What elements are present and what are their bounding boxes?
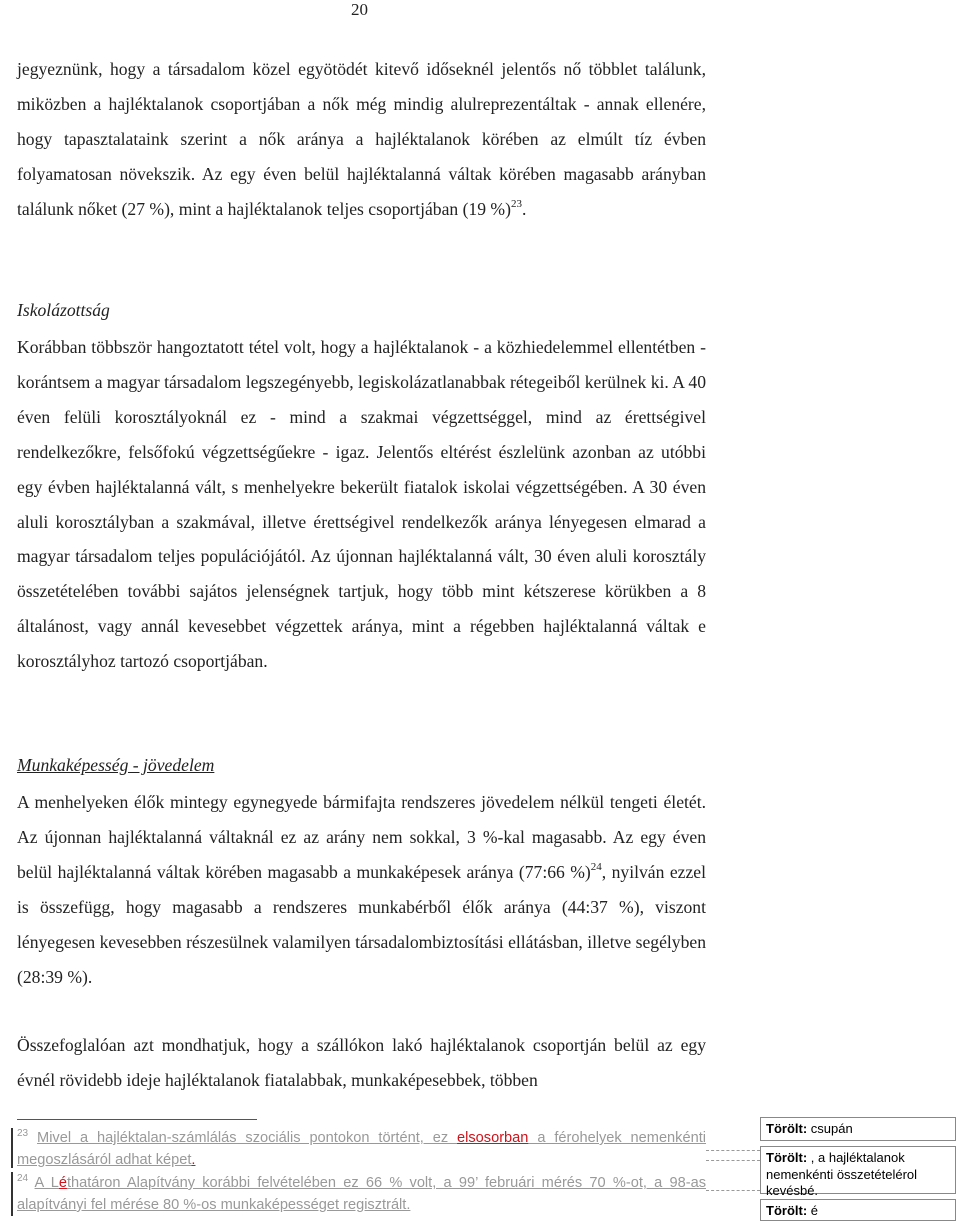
deletion-comment-balloon[interactable] <box>760 1146 956 1198</box>
paragraph-work-income <box>17 785 706 994</box>
footnote-24-text-2: thatáron Alapítvány korábbi felvételében ez 66 % volt, a 99’ februári mérés 70 %-ot, a 98-as alapítványi fel mérése 80 %-os munkaképességet regisztrált. <box>17 1175 706 1213</box>
footnote-ref-24[interactable]: 24 <box>590 860 602 873</box>
comment-label: Törölt: <box>766 1121 808 1136</box>
paragraph-summary: Összefoglalóan azt mondhatjuk, hogy a szállókon lakó hajléktalanok csoportján belül az egy évnél rövidebb ideje hajléktalanok fiatalabbak, munkaképesebbek, többen <box>17 1035 706 1090</box>
footnote-24-inserted-text[interactable]: é <box>58 1175 67 1191</box>
footnote-23-text-2: a férohelyek nemenkénti megoszlásáról adhat képet <box>17 1130 707 1168</box>
comment-text: csupán <box>807 1121 853 1136</box>
footnote-separator <box>17 1119 257 1120</box>
footnote-23-number: 23 <box>17 1128 29 1139</box>
page-number: 20 <box>351 0 368 19</box>
footnote-ref-23[interactable]: 23 <box>510 197 522 210</box>
paragraph-intro-end: . <box>521 198 527 219</box>
footnote-23 <box>17 1127 706 1171</box>
footnote-24-text-1: A L <box>34 1175 59 1191</box>
comment-label: Törölt: <box>766 1203 808 1218</box>
deletion-comment-balloon[interactable] <box>760 1199 956 1221</box>
change-bar <box>11 1172 13 1216</box>
comment-connector <box>706 1150 760 1151</box>
footnote-24 <box>17 1172 706 1216</box>
footnote-23-inserted-end[interactable]: . <box>191 1152 196 1168</box>
comment-text: é <box>807 1203 818 1218</box>
comment-text: , a hajléktalanok nemenkénti összetételérol kevésbé. <box>766 1150 918 1198</box>
paragraph-work-text-1: A menhelyeken élők mintegy egynegyede bármifajta rendszeres jövedelem nélkül tengeti életét. Az újonnan hajléktalanná váltaknál ez az arány nem sokkal, 3 %-kal magasabb. Az egy éven belül hajléktalanná váltak körében magasabb a munkaképesek aránya (77:66 %) <box>17 792 706 882</box>
paragraph-work-text-2: , nyilván ezzel is összefügg, hogy magasabb a rendszeres munkabérből élők aránya (44:37 %), viszont lényegesen kevesebben részesülnek valamilyen társadalombiztosítási ellátásban, illetve segélyben (28:39 %). <box>17 861 706 987</box>
footnote-23-text-1: Mivel a hajléktalan-számlálás szociális pontokon történt, ez <box>37 1130 458 1146</box>
comment-label: Törölt: <box>766 1150 808 1165</box>
deletion-comment-balloon[interactable] <box>760 1117 956 1141</box>
footnote-23-inserted-text[interactable]: elsosorban <box>457 1130 529 1146</box>
change-bar <box>11 1128 13 1168</box>
paragraph-intro-text: jegyeznünk, hogy a társadalom közel egyötödét kitevő időseknél jelentős nő többlet találunk, miközben a hajléktalanok csoportjában a nők még mindig alulreprezentáltak - annak ellenére, hogy tapasztalataink szerint a nők aránya a hajléktalanok körében az elmúlt tíz évben folyamatosan növekszik. Az egy éven belül hajléktalanná váltak körében magasabb arányban találunk nőket (27 %), mint a hajléktalanok teljes csoportjában (19 %) <box>17 59 706 219</box>
paragraph-education: Korábban többször hangoztatott tétel volt, hogy a hajléktalanok - a közhiedelemmel ellentétben - korántsem a magyar társadalom legszegényebb, legiskolázatlanabbak rétegeiből kerülnek ki. A 40 éven felüli korosztályoknál ez - mind a szakmai végzettséggel, mind az érettségivel rendelkezőkre, felsőfokú végzettségűekre - igaz. Jelentős eltérést észlelünk azonban az utóbbi egy évben hajléktalanná vált, s menhelyekre bekerült fiatalok iskolai végzettségében. A 30 éven aluli korosztályban a szakmával, illetve érettségivel rendelkezők aránya lényegesen elmarad a magyar társadalom teljes populációjától. Az újonnan hajléktalanná vált, 30 éven aluli korosztály összetételében további sajátos jelenségnek tartjuk, hogy több mint kétszerese körükben a 8 általánost, vagy annál kevesebbet végzettek aránya, mint a régebben hajléktalanná váltak e korosztályhoz tartozó csoportjában. <box>17 337 706 672</box>
footnote-24-number: 24 <box>17 1173 29 1184</box>
comment-connector <box>706 1160 760 1161</box>
comment-connector <box>706 1190 760 1191</box>
heading-work-income: Munkaképesség - jövedelem <box>17 755 215 775</box>
paragraph-intro <box>17 52 706 227</box>
heading-education: Iskolázottság <box>17 300 110 320</box>
